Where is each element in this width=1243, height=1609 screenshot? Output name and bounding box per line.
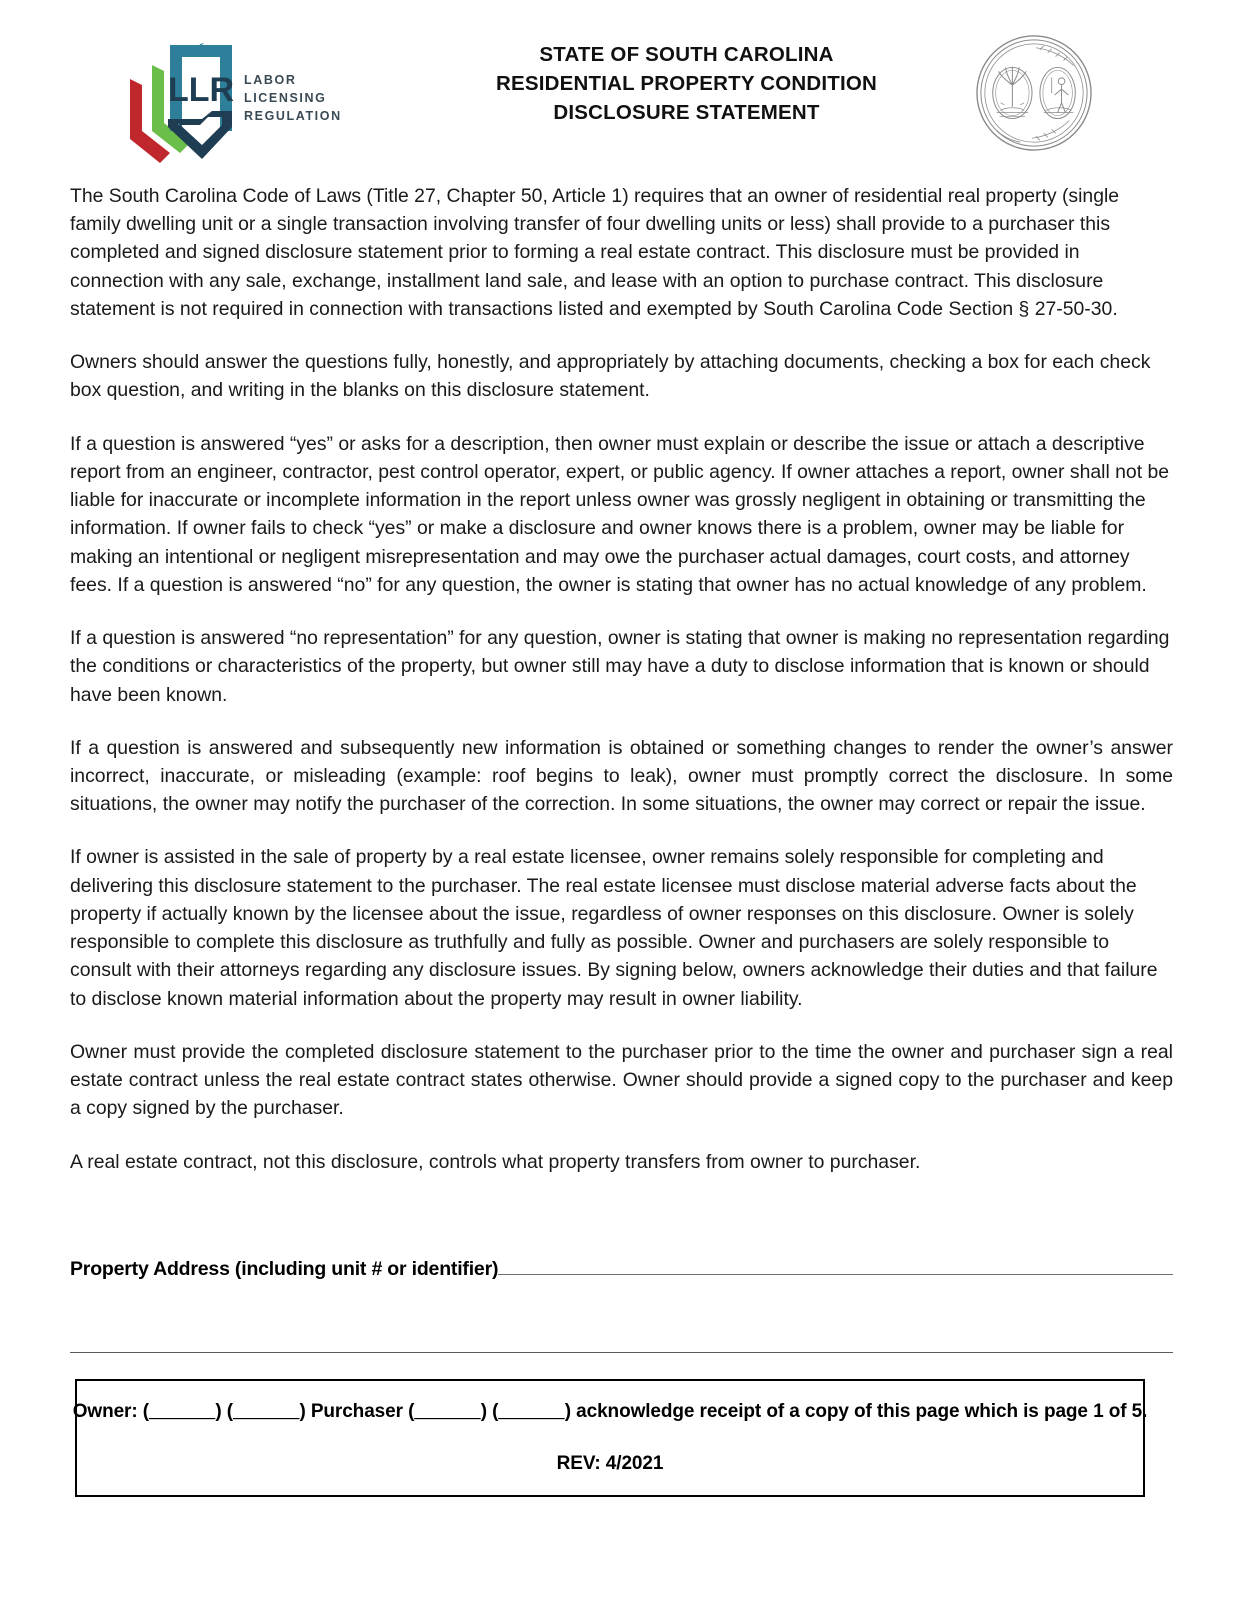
llr-word-labor: LABOR xyxy=(244,73,297,88)
owner-initial-field-1[interactable]: ______ xyxy=(148,1401,216,1422)
property-address-row xyxy=(70,1258,1173,1281)
page-title xyxy=(330,40,1043,127)
body-paragraph: If a question is answered and subsequently new information is obtained or something changes to render the owner’s answer incorrect, inaccurate, or misleading (example: roof begins to leak), owner must promptly correct the disclosure. In some situations, the owner may notify the purchaser of the correction. In some situations, the owner may correct or repair the issue. xyxy=(70,736,1173,816)
document-body xyxy=(70,182,1173,1176)
body-paragraph: Owners should answer the questions fully, honestly, and appropriately by attaching documents, checking a box for each check box question, and writing in the blanks on this disclosure statement. xyxy=(70,351,1151,402)
body-paragraph: Owner must provide the completed disclosure statement to the purchaser prior to the time the owner and purchaser sign a real estate contract unless the real estate contract states otherwise. Owner should provide a signed copy to the purchaser and keep a copy signed by the purchaser. xyxy=(70,1040,1173,1120)
acknowledgement-sep-2: ) ( xyxy=(480,1401,499,1422)
acknowledgement-text xyxy=(73,1401,1148,1423)
body-paragraph: If owner is assisted in the sale of property by a real estate licensee, owner remains solely responsible for completing and delivering this disclosure statement to the purchaser. The real estate licensee must disclose material adverse facts about the property if actually known by the licensee about the issue, regardless of owner responses on this disclosure. Owner is solely responsible to complete this disclosure as truthfully and fully as possible. Owner and purchasers are solely responsible to consult with their attorneys regarding any disclosure issues. By signing below, owners acknowledge their duties and that failure to disclose known material information about the property may result in owner liability. xyxy=(70,846,1158,1010)
south-carolina-state-seal xyxy=(975,34,1093,152)
title-line-document: DISCLOSURE STATEMENT xyxy=(553,101,820,125)
acknowledgement-sep-1: ) ( xyxy=(215,1401,234,1422)
body-paragraph: If a question is answered “no representation” for any question, owner is stating that owner is making no representation regarding the conditions or characteristics of the property, but owner still may have a duty to disclose information that is known or should have been known. xyxy=(70,627,1170,706)
acknowledgement-box xyxy=(72,1379,1148,1497)
property-address-input[interactable] xyxy=(498,1273,1173,1275)
llr-word-regulation: REGULATION xyxy=(244,108,342,123)
section-divider xyxy=(70,1352,1173,1353)
llr-word-licensing: LICENSING xyxy=(244,91,327,106)
llr-logo-mark xyxy=(108,35,236,163)
revision-label: REV: 4/2021 xyxy=(556,1453,664,1474)
title-line-subject: RESIDENTIAL PROPERTY CONDITION xyxy=(495,72,878,96)
purchaser-label: ) Purchaser ( xyxy=(299,1401,415,1422)
title-line-state: STATE OF SOUTH CAROLINA xyxy=(539,43,834,66)
llr-logo-wordmark xyxy=(244,72,342,125)
body-paragraph: The South Carolina Code of Laws (Title 27, Chapter 50, Article 1) requires that an owner of residential real property (single family dwelling unit or a single transaction involving transfer of four dwelling units or less) shall provide to a purchaser this completed and signed disclosure statement prior to forming a real estate contract. This disclosure must be provided in connection with any sale, exchange, installment land sale, and lease with an option to purchase contract. This disclosure statement is not required in connection with transactions listed and exempted by South Carolina Code Section § 27-50-30. xyxy=(70,185,1120,320)
property-address-label: Property Address (including unit # or identifier) xyxy=(70,1258,499,1280)
owner-initial-field-2[interactable]: ______ xyxy=(233,1401,300,1422)
svg-text:LLR: LLR xyxy=(167,71,235,109)
body-paragraph: A real estate contract, not this disclosure, controls what property transfers from owner to purchaser. xyxy=(70,1150,921,1173)
purchaser-initial-field-1[interactable]: ______ xyxy=(414,1401,481,1422)
body-paragraph: If a question is answered “yes” or asks for a description, then owner must explain or describe the issue or attach a descriptive report from an engineer, contractor, pest control operator, expert, or public agency. If owner attaches a report, owner shall not be liable for inaccurate or incomplete information in the report unless owner was grossly negligent in obtaining or transmitting the information. If owner fails to check “yes” or make a disclosure and owner knows there is a problem, owner may be liable for making an intentional or negligent misrepresentation and may owe the purchaser actual damages, court costs, and attorney fees. If a question is answered “no” for any question, the owner is stating that owner has no actual knowledge of any problem. xyxy=(70,432,1170,596)
document-header xyxy=(0,0,1243,192)
purchaser-initial-field-2[interactable]: ______ xyxy=(498,1401,565,1422)
llr-logo xyxy=(108,34,342,164)
owner-label: Owner: ( xyxy=(72,1401,149,1422)
acknowledgement-tail: ) acknowledge receipt of a copy of this page which is page 1 of 5. xyxy=(564,1401,1148,1422)
